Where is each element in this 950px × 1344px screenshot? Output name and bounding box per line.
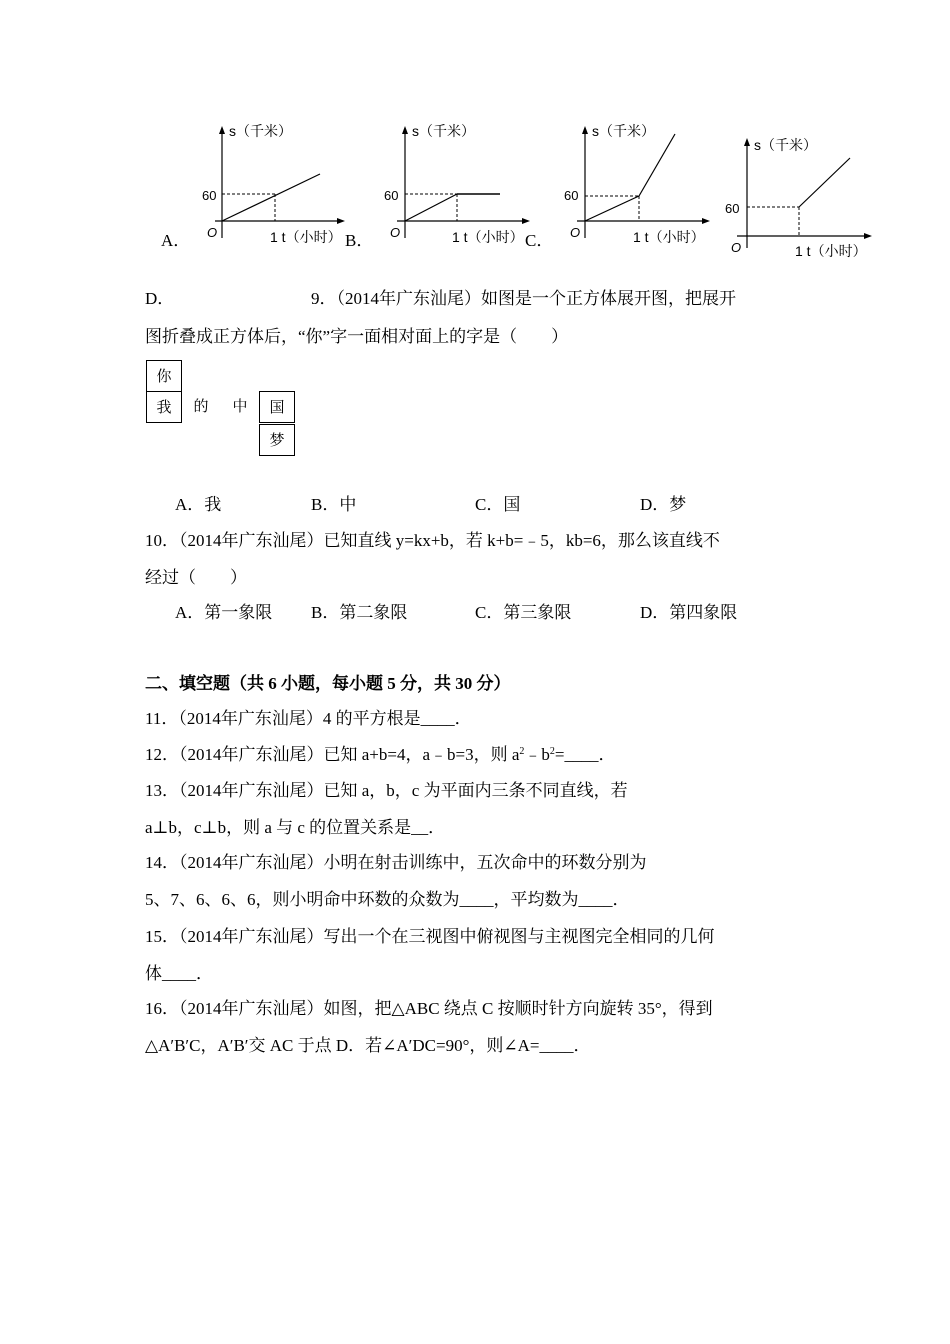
cube-net [146, 360, 302, 460]
q10-line2: 经过（ ） [145, 568, 247, 587]
net-cell-row-3: 中 [232, 397, 248, 415]
q14-line2: 5、7、6、6、6，则小明命中环数的众数为____，平均数为____． [145, 890, 630, 909]
option-a-label: A． [161, 231, 191, 250]
q10-choice-c: C．第三象限 [475, 603, 572, 622]
graph-c-origin: O [570, 225, 581, 240]
graph-c-60: 60 [564, 188, 579, 203]
graph-d [715, 130, 880, 270]
q9-line2: 图折叠成正方体后，“你”字一面相对面上的字是（ ） [145, 327, 569, 346]
q9-choice-d: D．梦 [640, 495, 687, 514]
graph-a [195, 118, 355, 258]
graph-c-x-label: 1 t（小时） [633, 229, 705, 245]
q10-choice-b: B．第二象限 [311, 603, 408, 622]
q15-line1: 15．（2014年广东汕尾）写出一个在三视图中俯视图与主视图完全相同的几何 [145, 927, 715, 946]
option-d-label: D． [145, 289, 175, 308]
q9-choice-c: C．国 [475, 495, 521, 514]
graph-d-x-label: 1 t（小时） [795, 243, 867, 259]
graph-a-x-label: 1 t（小时） [270, 229, 342, 245]
option-c-label: C． [525, 231, 554, 250]
q16-line1: 16．（2014年广东汕尾）如图，把△ABC 绕点 C 按顺时针方向旋转 35°，得到 [145, 999, 713, 1018]
graph-a-60: 60 [202, 188, 217, 203]
net-cell-row-1: 我 [146, 391, 182, 423]
net-cell-top: 你 [146, 360, 182, 392]
graph-c-y-label: s（千米） [592, 123, 655, 139]
graph-a-origin: O [207, 225, 218, 240]
net-cell-row-2: 的 [193, 397, 209, 415]
graph-b-origin: O [390, 225, 401, 240]
q9-choice-b: B．中 [311, 495, 357, 514]
graph-c [555, 118, 715, 258]
section-2-heading: 二、填空题（共 6 小题，每小题 5 分，共 30 分） [145, 674, 511, 693]
q10-choice-d: D．第四象限 [640, 603, 738, 622]
q13-line1: 13．（2014年广东汕尾）已知 a，b，c 为平面内三条不同直线，若 [145, 781, 628, 800]
graph-b-60: 60 [384, 188, 399, 203]
q13-line2: a⊥b，c⊥b，则 a 与 c 的位置关系是__． [145, 818, 446, 837]
q12-sup2: 2 [549, 746, 555, 757]
q10-line1: 10．（2014年广东汕尾）已知直线 y=kx+b，若 k+b=﹣5，kb=6，那么该直线不 [145, 531, 720, 550]
q12-mid: ﹣b [524, 745, 550, 764]
q15-line2: 体____． [145, 964, 213, 983]
q9-choice-a: A．我 [175, 495, 222, 514]
option-b-label: B． [345, 231, 374, 250]
q12-suffix: =____． [554, 745, 616, 764]
q11: 11．（2014年广东汕尾）4 的平方根是____． [145, 709, 472, 728]
q12-prefix: 12．（2014年广东汕尾）已知 a+b=4，a﹣b=3，则 a [145, 745, 520, 764]
graph-b-y-label: s（千米） [412, 123, 475, 139]
q12-sup1: 2 [519, 746, 525, 757]
q12 [145, 744, 616, 766]
q9-line1: 9．（2014年广东汕尾）如图是一个正方体展开图，把展开 [311, 289, 736, 308]
net-cell-bottom: 梦 [259, 424, 295, 456]
graph-d-y-label: s（千米） [754, 137, 817, 153]
graph-d-origin: O [731, 240, 742, 255]
q10-choice-a: A．第一象限 [175, 603, 273, 622]
graph-a-y-label: s（千米） [229, 123, 292, 139]
graph-d-60: 60 [725, 201, 740, 216]
q16-line2: △A′B′C，A′B′交 AC 于点 D．若∠A′DC=90°，则∠A=____． [145, 1036, 591, 1055]
q14-line1: 14．（2014年广东汕尾）小明在射击训练中，五次命中的环数分别为 [145, 853, 647, 872]
graph-b [375, 118, 535, 258]
graph-b-x-label: 1 t（小时） [452, 229, 524, 245]
net-cell-row-4: 国 [259, 391, 295, 423]
